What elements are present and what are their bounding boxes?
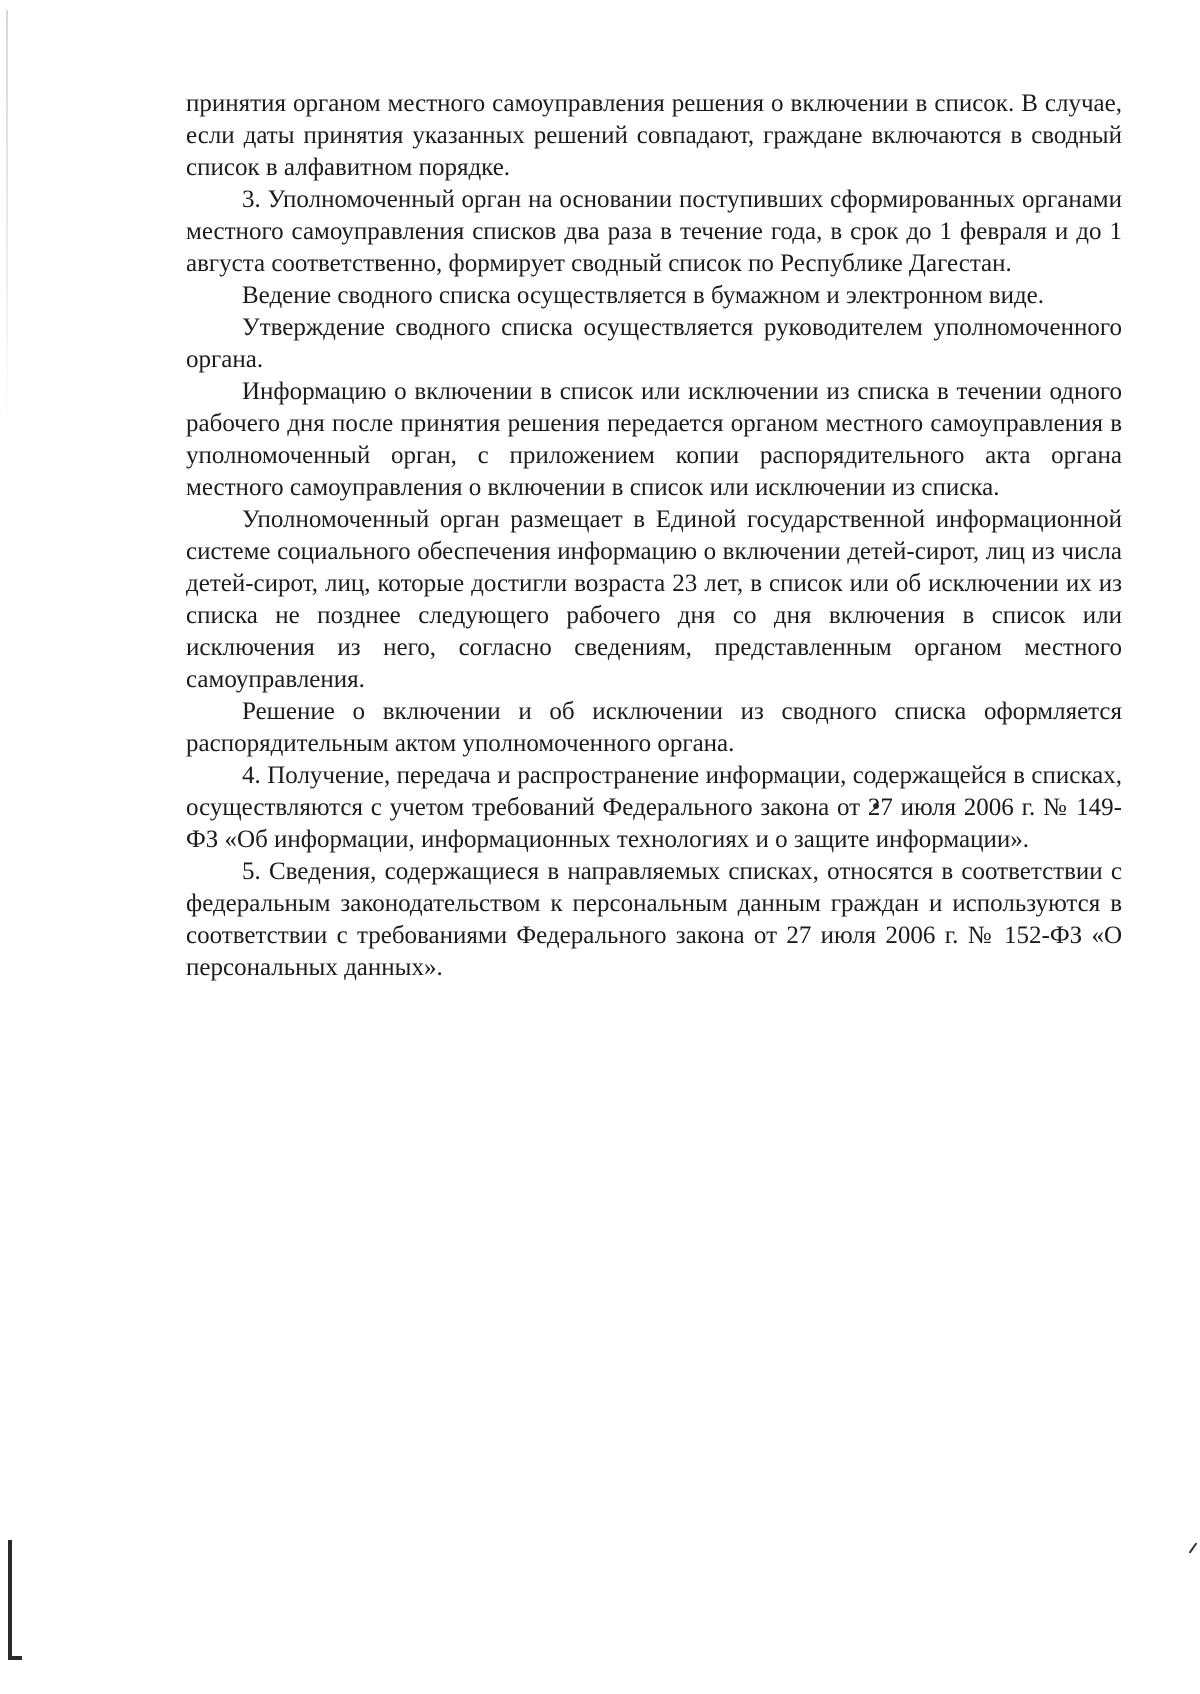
paragraph-approval: Утверждение сводного списка осуществляется руководителем уполномоченного органа.	[186, 314, 1122, 373]
paragraph-information-transfer: Информацию о включении в список или исключении из списка в течении одного рабочего дня после принятия решения передается органом местного самоуправления в уполномоченный орган, с приложением копии распорядительного акта органа местного самоуправления о включении в список или исключении из списка.	[186, 378, 1122, 501]
paragraph-item-4: 4. Получение, передача и распространение информации, содержащейся в списках, осуществляются с учетом требований Федерального закона от 27 июля 2006 г. № 149-ФЗ «Об информации, информационных технологиях и о защите информации».	[186, 762, 1122, 853]
paragraph-maintenance: Ведение сводного списка осуществляется в бумажном и электронном виде.	[242, 282, 1045, 309]
document-body	[186, 88, 1122, 984]
scan-edge-mark	[8, 1540, 12, 1660]
paragraph-egisso-posting: Уполномоченный орган размещает в Единой государственной информационной системе социального обеспечения информацию о включении детей-сирот, лиц из числа детей-сирот, лиц, которые достигли возраста 23 лет, в список или об исключении их из списка не позднее следующего рабочего дня со дня включения в список или исключения из него, согласно сведениям, представленным органом местного самоуправления.	[186, 506, 1122, 693]
paragraph-item-5: 5. Сведения, содержащиеся в направляемых списках, относятся в соответствии с федеральным законодательством к персональным данным граждан и используются в соответствии с требованиями Федерального закона от 27 июля 2006 г. № 152-ФЗ «О персональных данных».	[186, 858, 1122, 981]
scan-edge-mark-foot	[8, 1656, 22, 1660]
scan-tick-mark	[1189, 1543, 1198, 1554]
paragraph-continuation: принятия органом местного самоуправления решения о включении в список. В случае, если даты принятия указанных решений совпадают, граждане включаются в сводный список в алфавитном порядке.	[186, 90, 1122, 181]
paragraph-item-3: 3. Уполномоченный орган на основании поступивших сформированных органами местного самоуправления списков два раза в течение года, в срок до 1 февраля и до 1 августа соответственно, формирует сводный список по Республике Дагестан.	[186, 186, 1122, 277]
scan-edge-shadow	[6, 10, 8, 430]
paragraph-decision: Решение о включении и об исключении из сводного списка оформляется распорядительным актом уполномоченного органа.	[186, 698, 1122, 757]
